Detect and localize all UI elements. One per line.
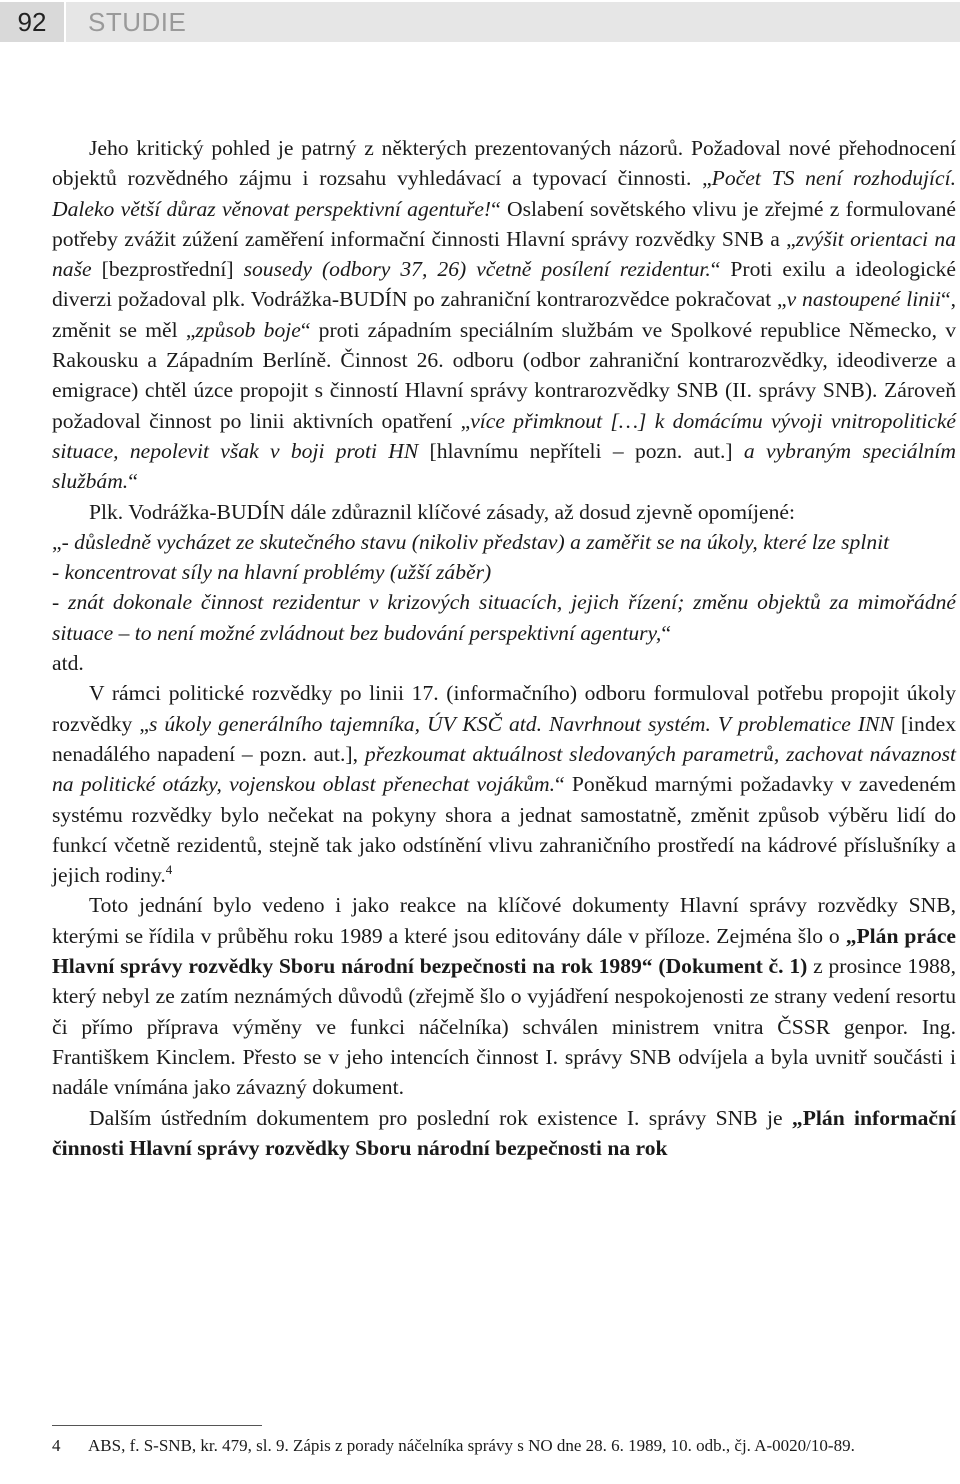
paragraph-5 — [52, 1103, 956, 1164]
text-run: Toto jednání bylo vedeno i jako reakce na klíčové dokumenty Hlavní správy rozvědky SNB, kterými se řídila v průběhu roku 1989 a které jsou editovány dále v příloze. Zejména šlo o — [52, 893, 956, 948]
text-run: “ — [661, 620, 671, 645]
list-item — [52, 557, 956, 587]
quote-run: a vybraným speciálním službám. — [52, 438, 956, 494]
footnote-reference[interactable]: 4 — [165, 861, 173, 877]
document-title: „Plán informační činnosti Hlavní správy rozvědky Sboru národní bezpečnosti na rok — [52, 1105, 957, 1160]
paragraph-1 — [52, 133, 956, 497]
text-run: Dalším ústředním dokumentem pro poslední rok existence I. správy SNB je — [89, 1105, 792, 1130]
text-run: z prosince 1988, který nebyl ze zatím neznámých důvodů (zřejmě šlo o vyjádření nespokojenosti ze strany vedení resortu či přímo příprava výměny ve funkci náčelníka) schválen ministrem vnitra ČSSR genpor. Ing. Františkem Kinclem. Přesto se v jeho intencích činnost I. správy SNB odvíjela a byla uvnitř součásti i nadále vnímána jako závazný dokument. — [52, 954, 956, 1100]
page-number: 92 — [0, 2, 66, 42]
footnote-number: 4 — [52, 1436, 61, 1455]
list-item — [52, 648, 956, 678]
page-header — [0, 0, 960, 44]
text-run: “, změnit se měl „ — [52, 287, 956, 342]
text-run: [bezprostřední] — [91, 257, 244, 282]
text-run: “ Poněkud marnými požadavky v zavedeném systému rozvědky bylo nečekat na pokyny shora a jednat samostatně, změnit způsob výběru lidí do funkcí včetně rezidentů, stejně tak jako odstínění vlivu zahraničního prostředí na kádrové příslušníky a jejich rodiny. — [52, 772, 956, 888]
list-item — [52, 527, 956, 557]
list-item — [52, 587, 956, 648]
paragraph-3 — [52, 678, 956, 890]
text-run: “ Proti exilu a ideologické diverzi požadoval plk. Vodrážka-BUDÍN po zahraniční kontrarozvědce pokračovat „ — [52, 257, 956, 312]
quote-run: - důsledně vycházet ze skutečného stavu (nikoliv představ) a zaměřit se na úkoly, které lze splnit — [61, 529, 890, 554]
text-run: “ — [128, 469, 138, 494]
quote-run: s úkoly generálního tajemníka, ÚV KSČ atd. Navrhnout systém. V problematice INN — [148, 711, 894, 736]
paragraph-2 — [52, 497, 956, 527]
body-text — [52, 133, 956, 1163]
paragraph-4 — [52, 890, 956, 1102]
quote-run: v nastoupené linii — [786, 287, 942, 312]
quote-run: zvýšit orientaci na naše — [52, 226, 956, 282]
quote-run: sousedy (odbory 37, 26) včetně posílení rezidentur. — [243, 257, 711, 282]
section-label: STUDIE — [66, 2, 960, 42]
footnote-text: ABS, f. S-SNB, kr. 479, sl. 9. Zápis z porady náčelníka správy s NO dne 28. 6. 1989, 10. odb., čj. A-0020/10-89. — [88, 1436, 855, 1455]
text-run: [hlavnímu nepříteli – pozn. aut.] — [418, 438, 744, 463]
footnote-divider — [52, 1425, 262, 1426]
text-run: Jeho kritický pohled je patrný z některých prezentovaných názorů. Požadoval nové přehodnocení objektů rozvědného zájmu i rozsahu vyhledávací a typovací činnosti. „ — [52, 136, 956, 191]
text-run: „ — [52, 529, 62, 554]
quote-run: přezkoumat aktuálnost sledovaných parametrů, zachovat návaznost na politické otázky, vojenskou oblast přenechat vojákům. — [52, 741, 957, 797]
quote-run: více přimknout […] k domácímu vývoji vnitropolitické situace, nepolevit však v boji proti HN — [52, 408, 956, 463]
quote-run: Počet TS není rozhodující. Daleko větší důraz věnovat perspektivní agentuře! — [52, 166, 956, 221]
quote-run: - koncentrovat síly na hlavní problémy (užší záběr) — [52, 560, 492, 585]
text-run: “ proti západním speciálním službám ve Spolkové republice Německo, v Rakousku a Západním Berlíně. Činnost 26. odboru (odbor zahraniční kontrarozvědky, ideodiverze a emigrace) chtěl úzce propojit s činností Hlavní správy kontrarozvědky SNB (II. správy SNB). Zároveň požadoval činnost po linii aktivních opatření „ — [52, 317, 956, 433]
text-run: atd. — [52, 651, 84, 676]
text-run: [index nenadálého napadení – pozn. aut.], — [52, 711, 957, 766]
text-run: “ Oslabení sovětského vlivu je zřejmé z formulované potřeby zvážit zúžení zaměření informační činnosti Hlavní správy rozvědky SNB a „ — [52, 196, 956, 251]
text-run: V rámci politické rozvědky po linii 17. (informačního) odboru formuloval potřebu propojit úkoly rozvědky „ — [52, 681, 956, 736]
document-title: „Plán práce Hlavní správy rozvědky Sboru národní bezpečnosti na rok 1989“ (Dokument č. 1) — [52, 923, 956, 979]
quote-run: způsob boje — [195, 317, 301, 342]
quote-run: - znát dokonale činnost rezidentur v krizových situacích, jejich řízení; změnu objektů za mimořádné situace – to není možné zvládnout bez budování perspektivní agentury, — [52, 590, 956, 645]
text-run: Plk. Vodrážka-BUDÍN dále zdůraznil klíčové zásady, až dosud zjevně opomíjené: — [89, 499, 795, 524]
footnote — [52, 1433, 956, 1458]
